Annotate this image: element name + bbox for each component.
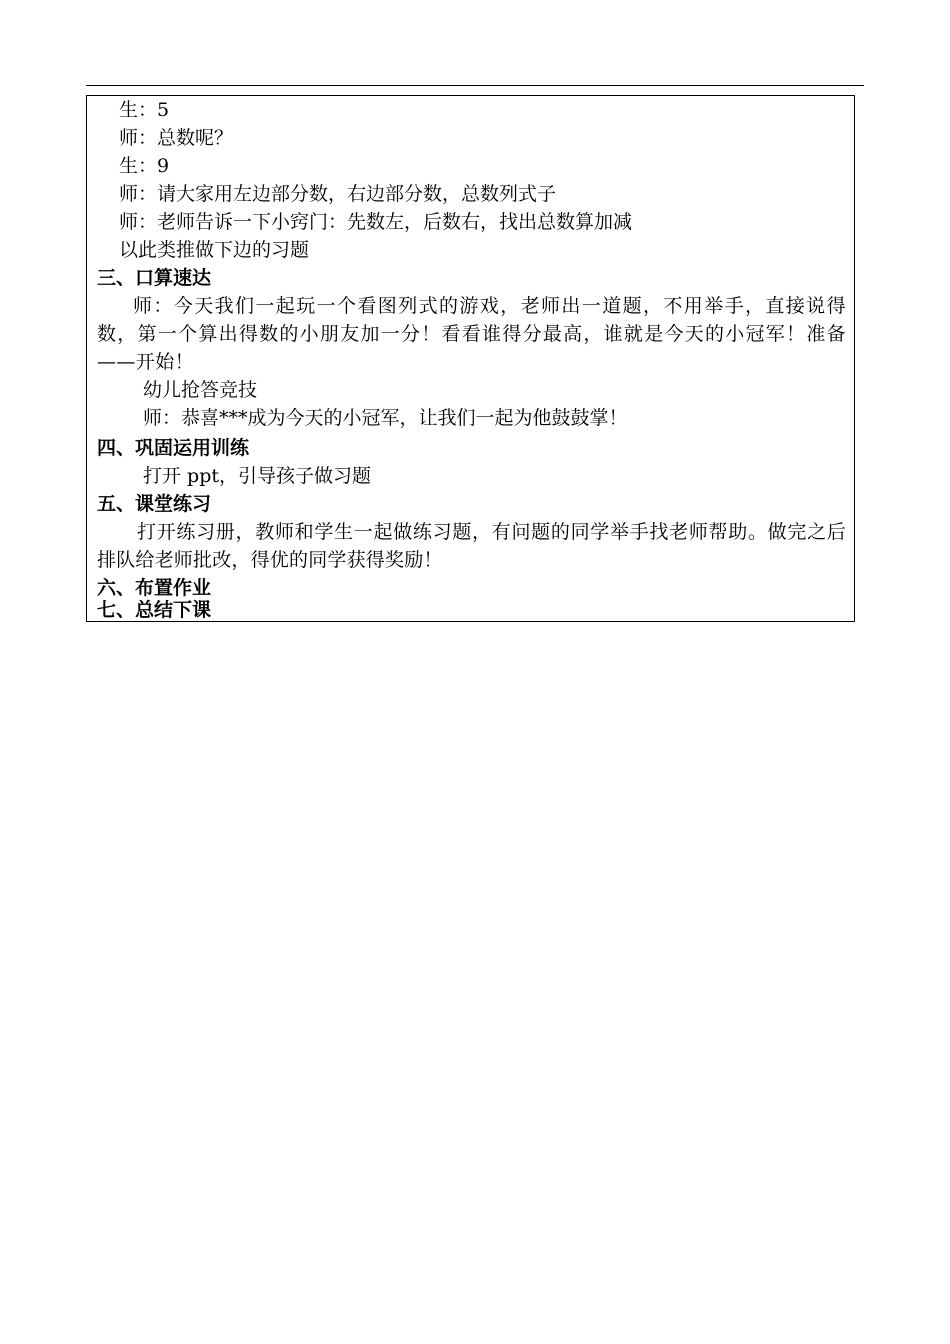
section-heading-consolidation: 四、巩固运用训练 bbox=[97, 437, 250, 459]
dialogue-line-teacher-equation: 师：请大家用左边部分数，右边部分数，总数列式子 bbox=[119, 183, 557, 205]
section-heading-oral-calc: 三、口算速达 bbox=[97, 267, 212, 289]
section-paragraph-oral-calc: 师：今天我们一起玩一个看图列式的游戏，老师出一道题，不用举手，直接说得数，第一个算出得数的小朋友加一分！看看谁得分最高，谁就是今天的小冠军！准备——开始！ bbox=[97, 295, 846, 373]
dialogue-line-teacher-total: 师：总数呢？ bbox=[119, 127, 234, 149]
section-paragraph-classroom-practice: 打开练习册，教师和学生一起做练习题，有问题的同学举手找老师帮助。做完之后排队给老师批改，得优的同学获得奖励！ bbox=[97, 521, 846, 571]
header-rule bbox=[86, 85, 864, 86]
section-heading-homework: 六、布置作业 bbox=[97, 577, 212, 599]
activity-line-congrats: 师：恭喜***成为今天的小冠军，让我们一起为他鼓鼓掌！ bbox=[143, 407, 628, 429]
section-heading-summary: 七、总结下课 bbox=[97, 599, 212, 621]
practice-note: 以此类推做下边的习题 bbox=[119, 239, 310, 261]
dialogue-line-student-9: 生：9 bbox=[119, 155, 170, 177]
dialogue-line-teacher-tip: 师：老师告诉一下小窍门：先数左，后数右，找出总数算加减 bbox=[119, 211, 633, 233]
dialogue-line-student-5: 生：5 bbox=[119, 99, 170, 121]
activity-line-ppt: 打开 ppt，引导孩子做习题 bbox=[143, 465, 372, 487]
activity-line-quiz: 幼儿抢答竞技 bbox=[143, 379, 258, 401]
lesson-content-box bbox=[86, 95, 855, 622]
section-heading-classroom-practice: 五、课堂练习 bbox=[97, 493, 212, 515]
